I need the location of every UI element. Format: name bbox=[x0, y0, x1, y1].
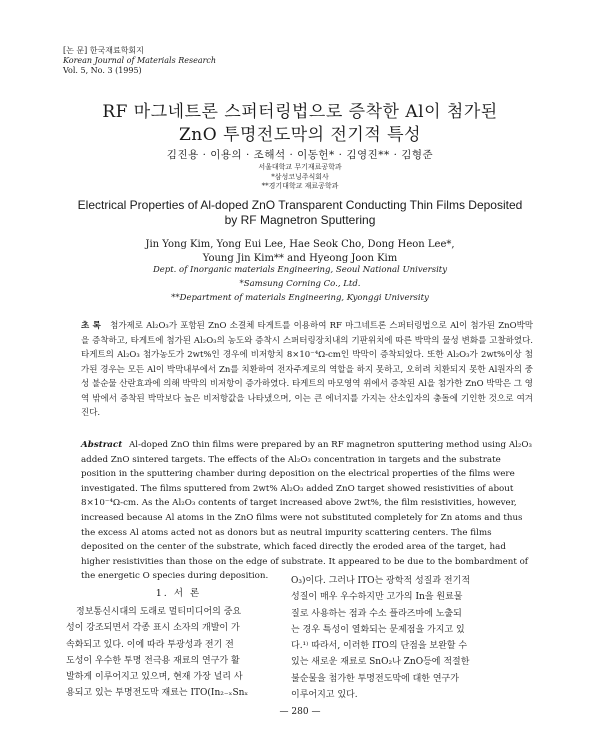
authors-korean: 김진용 · 이용의 · 조해석 · 이동헌* · 김영진** · 김형준 bbox=[166, 149, 434, 161]
abstract-english-label: Abstract bbox=[81, 440, 123, 450]
title-english-line-1: Electrical Properties of Al-doped ZnO Transparent Conducting Thin Films Deposited bbox=[77, 198, 523, 212]
journal-volume: Vol. 5, No. 3 (1995) bbox=[63, 66, 142, 75]
affiliation-en-2: *Samsung Corning Co., Ltd. bbox=[239, 279, 361, 289]
body-line: 이루어지고 있다. bbox=[291, 690, 358, 701]
body-line: O₃)이다. 그러나 ITO는 광학적 성질과 전기적 bbox=[291, 576, 471, 586]
page-number: — 280 — bbox=[279, 707, 321, 717]
abstract-english-text: Al-doped ZnO thin films were prepared by an RF magnetron sputtering method using Al₂O₃ added ZnO sintered targets. The effects of the Al₂O₃ concentration in targets and the substrate position in the sputtering chamber during deposition on the electrical properties of the films were investigated. The films sputtered from 2wt% Al₂O₃ added ZnO target showed resistivities of about 8×10⁻⁴Ω-cm. As the Al₂O₃ contents of target increased above 2wt%, the film resistivities, however, increased because Al atoms in the ZnO films were not substituted completely for Zn atoms and thus the excess Al atoms acted not as donors but as neutral impurity scattering centers. The films deposited on the center of the substrate, which faced directly the eroded area of the target, had higher resistivities than those on the edge of substrate. It appeared to be due to the bombardment of the energetic O species during deposition. bbox=[81, 440, 532, 582]
body-line: 다.¹⁾ 따라서, 이러한 ITO의 단점을 보완할 수 bbox=[291, 641, 468, 652]
affiliation-kr-1: 서울대학교 무기재료공학과 bbox=[258, 163, 342, 171]
abstract-korean-label: 초 록 bbox=[81, 321, 101, 331]
affiliation-kr-3: **경기대학교 재료공학과 bbox=[261, 182, 339, 190]
body-line: 도성이 우수한 투명 전극용 재료의 연구가 활 bbox=[66, 655, 240, 666]
abstract-english bbox=[81, 438, 533, 584]
affiliation-en-1: Dept. of Inorganic materials Engineering, Seoul National University bbox=[152, 265, 448, 275]
authors-english-line-1: Jin Yong Kim, Yong Eui Lee, Hae Seok Cho, Dong Heon Lee*, bbox=[145, 239, 455, 250]
body-left-column bbox=[66, 604, 291, 702]
body-line: 불순물을 첨가한 투명전도막에 대한 연구가 bbox=[291, 673, 459, 684]
affiliations-english bbox=[0, 263, 600, 305]
body-line: 있는 새로운 재료로 SnO₂나 ZnO등에 적절한 bbox=[291, 657, 470, 668]
body-right-column bbox=[291, 573, 523, 703]
abstract-korean-text: 첨가제로 Al₂O₃가 포함된 ZnO 소결체 타게트를 이용하여 RF 마그네트론 스퍼터링법으로 Al이 첨가된 ZnO박막을 증착하고, 타게트에 첨가된 Al₂O₃의 농도와 증착시 스퍼터링장치내의 기판위치에 따른 박막의 물성 변화를 고찰하였다. 타게트의 Al₂O₃ 첨가농도가 2wt%인 경우에 비저항치 8×10⁻⁴Ω-cm인 박막이 증착되었다. 또한 Al₂O₃가 2wt%이상 첨가된 경우는 모든 Al이 박막내부에서 Zn를 치환하여 전자주게로의 역할을 하지 못하고, 오히려 치환되지 못한 Al원자의 중성 불순물 산란효과에 의해 박막의 비저항이 증가하였다. 타게트의 마모영역 위에서 증착된 Al을 첨가한 ZnO 박막은 그 영역 밖에서 증착된 박막보다 높은 비저항값을 나타냈으며, 이는 큰 에너지를 가지는 산소입자의 충돌에 기인한 것으로 여겨진다. bbox=[81, 321, 533, 418]
title-korean-line-1: RF 마그네트론 스퍼터링법으로 증착한 Al이 첨가된 bbox=[102, 102, 498, 122]
abstract-korean bbox=[81, 319, 533, 421]
body-line: 질로 사용하는 점과 수소 플라즈마에 노출되 bbox=[291, 608, 462, 619]
affiliations-korean bbox=[0, 163, 600, 192]
body-line: 정보통신시대의 도래로 멀티미디어의 중요 bbox=[76, 607, 242, 617]
body-line: 속화되고 있다. 이에 따라 투광성과 전기 전 bbox=[66, 639, 234, 650]
authors-english bbox=[0, 238, 600, 266]
title-english bbox=[0, 198, 600, 228]
journal-name-kr: [논 문] 한국재료학회지 bbox=[63, 46, 144, 55]
body-line: 용되고 있는 투명전도막 재료는 ITO(In₂₋ₓSnₓ bbox=[66, 688, 249, 699]
body-line: 발하게 이루어지고 있으며, 현재 가장 널리 사 bbox=[66, 672, 243, 683]
body-line: 성질이 매우 우수하지만 고가의 In을 원료물 bbox=[291, 592, 463, 603]
affiliation-kr-2: *삼성코닝주식회사 bbox=[271, 172, 329, 181]
journal-header bbox=[63, 46, 216, 76]
title-korean-line-2: ZnO 투명전도막의 전기적 특성 bbox=[178, 125, 422, 145]
body-line: 성이 강조되면서 각종 표시 소자의 개발이 가 bbox=[66, 623, 240, 634]
title-english-line-2: by RF Magnetron Sputtering bbox=[224, 213, 376, 227]
authors-english-line-2: Young Jin Kim** and Hyeong Joon Kim bbox=[202, 253, 398, 264]
body-line: 는 경우 특성이 열화되는 문제점을 가지고 있 bbox=[291, 624, 465, 635]
section-introduction-title: 1. 서 론 bbox=[155, 588, 202, 599]
affiliation-en-3: **Department of materials Engineering, Kyonggi University bbox=[171, 293, 429, 303]
journal-name-en: Korean Journal of Materials Research bbox=[63, 56, 217, 65]
title-korean bbox=[0, 101, 600, 147]
